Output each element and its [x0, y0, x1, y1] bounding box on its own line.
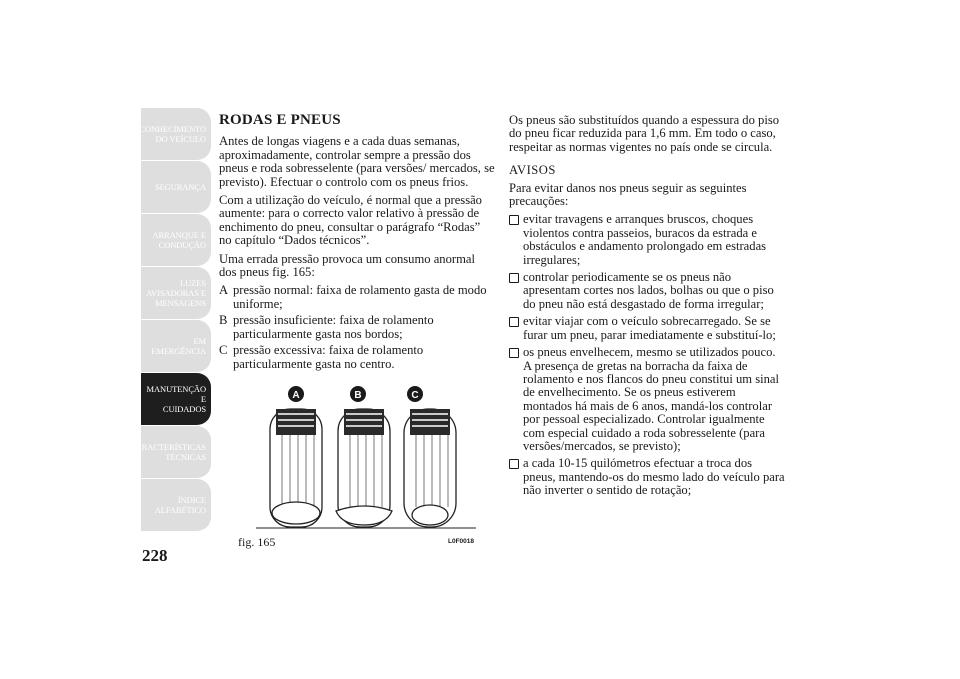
list-item	[509, 271, 785, 311]
section-title: RODAS E PNEUS	[219, 112, 341, 128]
bullet-text: evitar viajar com o veículo sobrecarregado. Se se furar um pneu, parar imediatamente e substituí-lo;	[523, 314, 776, 342]
tab-label: MANUTENÇÃO E CUIDADOS	[146, 384, 206, 414]
item-text: pressão normal: faixa de rolamento gasta de modo uniforme;	[233, 283, 487, 311]
tab-manutencao[interactable]	[141, 373, 211, 425]
tab-conhecimento[interactable]	[141, 108, 211, 160]
tab-caracteristicas[interactable]	[130, 426, 211, 478]
tab-label: ARRANQUE E CONDUÇÃO	[152, 230, 206, 250]
bullet-text: os pneus envelhecem, mesmo se utilizados pouco. A presença de gretas na borracha da faixa de rolamento e nos flancos do pneu constitui um sinal de envelhecimento. Se os pneus estiverem montados há mais de 6 anos, mandá-los controlar por pessoal especializado. Controlar igualmente com especial cuidado a roda sobresselente (para versões/mercados, se previsto);	[523, 345, 780, 453]
item-text: pressão excessiva: faixa de rolamento particularmente gasta no centro.	[233, 343, 424, 371]
item-letter: B	[219, 313, 228, 328]
paragraph: Com a utilização do veículo, é normal que a pressão aumente: para o correcto valor relativo à pressão de enchimento do pneu, consultar o parágrafo “Rodas” no capítulo “Dados técnicos”.	[219, 193, 482, 248]
figure-label-c: C	[411, 390, 419, 401]
tab-arranque[interactable]	[141, 214, 211, 266]
list-item	[219, 284, 495, 311]
list-item	[509, 346, 785, 453]
tyre-c-graphic	[404, 409, 456, 527]
bullet-text: a cada 10-15 quilómetros efectuar a troca dos pneus, mantendo-os do mesmo lado do veículo para não inverter o sentido de rotação;	[523, 456, 785, 498]
tab-label: SEGURANÇA	[154, 182, 206, 192]
paragraph: Para evitar danos nos pneus seguir as seguintes precauções:	[509, 180, 747, 209]
item-letter: C	[219, 343, 228, 358]
paragraph: Os pneus são substituídos quando a espessura do piso do pneu ficar reduzida para 1,6 mm. Em todo o caso, respeitar as normas vigentes no país onde se circula.	[509, 113, 780, 154]
left-column	[219, 114, 495, 374]
tab-luzes[interactable]	[141, 267, 211, 319]
checkbox-bullet-icon	[509, 348, 519, 358]
list-item	[509, 315, 785, 342]
paragraph: Antes de longas viagens e a cada duas semanas, aproximadamente, controlar sempre a pressão dos pneus e roda sobresselente (para versões/ mercados, se previsto). Efectuar o controlo com os pneus frios.	[219, 134, 495, 189]
figure-code: L0F0018	[448, 538, 475, 545]
item-text: pressão insuficiente: faixa de rolamento particularmente gasta nos bordos;	[233, 313, 434, 341]
tab-seguranca[interactable]	[141, 161, 211, 213]
bullet-text: controlar periodicamente se os pneus não apresentam cortes nos lados, bolhas ou que o piso do pneu não está desgastado de forma irregular;	[523, 270, 774, 311]
tab-label: CONHECIMENTO DO VEÍCULO	[139, 124, 206, 144]
tab-label: CARACTERÍSTICAS TÉCNICAS	[130, 442, 206, 462]
tyre-illustration	[238, 383, 494, 535]
list-item	[219, 314, 495, 341]
item-letter: A	[219, 283, 229, 298]
bullet-text: evitar travagens e arranques bruscos, choques violentos contra passeios, buracos da estrada e obstáculos e andamento prolongado em estradas irregulares;	[523, 212, 767, 267]
page-number: 228	[142, 546, 168, 565]
checkbox-bullet-icon	[509, 273, 519, 283]
tyre-a-graphic	[270, 409, 322, 527]
list-item	[219, 344, 495, 371]
tab-label: LUZES AVISADORAS E MENSAGENS	[146, 278, 206, 308]
checkbox-bullet-icon	[509, 317, 519, 327]
tyre-wear-figure	[238, 383, 494, 535]
figure-label-a: A	[292, 390, 300, 401]
paragraph: Uma errada pressão provoca um consumo anormal dos pneus fig. 165:	[219, 251, 475, 280]
tab-label: ÍNDICE ALFABÉTICO	[154, 495, 206, 515]
tab-indice[interactable]	[141, 479, 211, 531]
figure-label-b: B	[354, 390, 362, 401]
right-column	[509, 114, 785, 502]
checkbox-bullet-icon	[509, 215, 519, 225]
chapter-sidebar	[130, 108, 211, 532]
list-item	[509, 457, 785, 497]
tab-label: EM EMERGÊNCIA	[151, 336, 206, 356]
tyre-b-graphic	[336, 409, 392, 527]
list-item	[509, 213, 785, 267]
tab-emergencia[interactable]	[141, 320, 211, 372]
figure-caption: fig. 165	[238, 535, 276, 549]
checkbox-bullet-icon	[509, 459, 519, 469]
subsection-title: AVISOS	[509, 163, 556, 178]
